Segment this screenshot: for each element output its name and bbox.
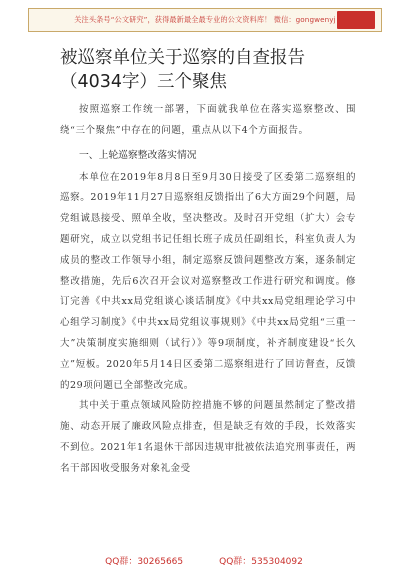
banner-decoration bbox=[337, 11, 375, 29]
document-body bbox=[60, 100, 356, 480]
footer bbox=[0, 554, 408, 567]
intro-paragraph: 按照巡察工作统一部署，下面就我单位在落实巡察整改、围绕“三个聚焦”中存在的问题，重点从以下4个方面报告。 bbox=[60, 104, 356, 136]
body-paragraph: 本单位在2019年8月8日至9月30日接受了区委第二巡察组的巡察。2019年11月27日巡察组反馈指出了6大方面29个问题，局党组诚恳接受、照单全收，坚决整改。及时召开党组（扩大）会专题研究，成立以党组书记任组长班子成员任副组长，科室负责人为成员的整改工作领导小组，制定巡察反馈问题整改方案，逐条制定整改措施，先后6次召开会议对巡察整改工作进行研究和调度。修订完善《中共xx局党组谈心谈话制度》《中共xx局党组理论学习中心组学习制度》《中共xx局党组议事规则》《中共xx局党组“三重一大”决策制度实施细则（试行）》等9项制度，补齐制度建设“长久立”短板。2020年5月14日区委第二巡察组进行了回访督查，反馈的29项问题已全部整改完成。 bbox=[60, 171, 356, 391]
footer-qq-group-2: QQ群：535304092 bbox=[219, 557, 303, 567]
banner-text: 关注头条号“公文研究”，获得最新最全最专业的公文资料库！ 微信：gongwenyj bbox=[74, 15, 336, 24]
section-heading: 一、上轮巡察整改落实情况 bbox=[79, 149, 197, 161]
header-banner bbox=[28, 8, 382, 32]
document-title: 被巡察单位关于巡察的自查报告（4034字）三个聚焦 bbox=[60, 48, 305, 92]
body-paragraph: 其中关于重点领域风险防控措施不够的问题虽然制定了整改措施、动态开展了廉政风险点排查，但是缺乏有效的手段，长效落实不到位。2021年1名退休干部因违规审批被依法追究刑事责任，两名干部因收受服务对象礼金受 bbox=[60, 400, 356, 474]
footer-qq-group-1: QQ群：30265665 bbox=[105, 557, 184, 567]
